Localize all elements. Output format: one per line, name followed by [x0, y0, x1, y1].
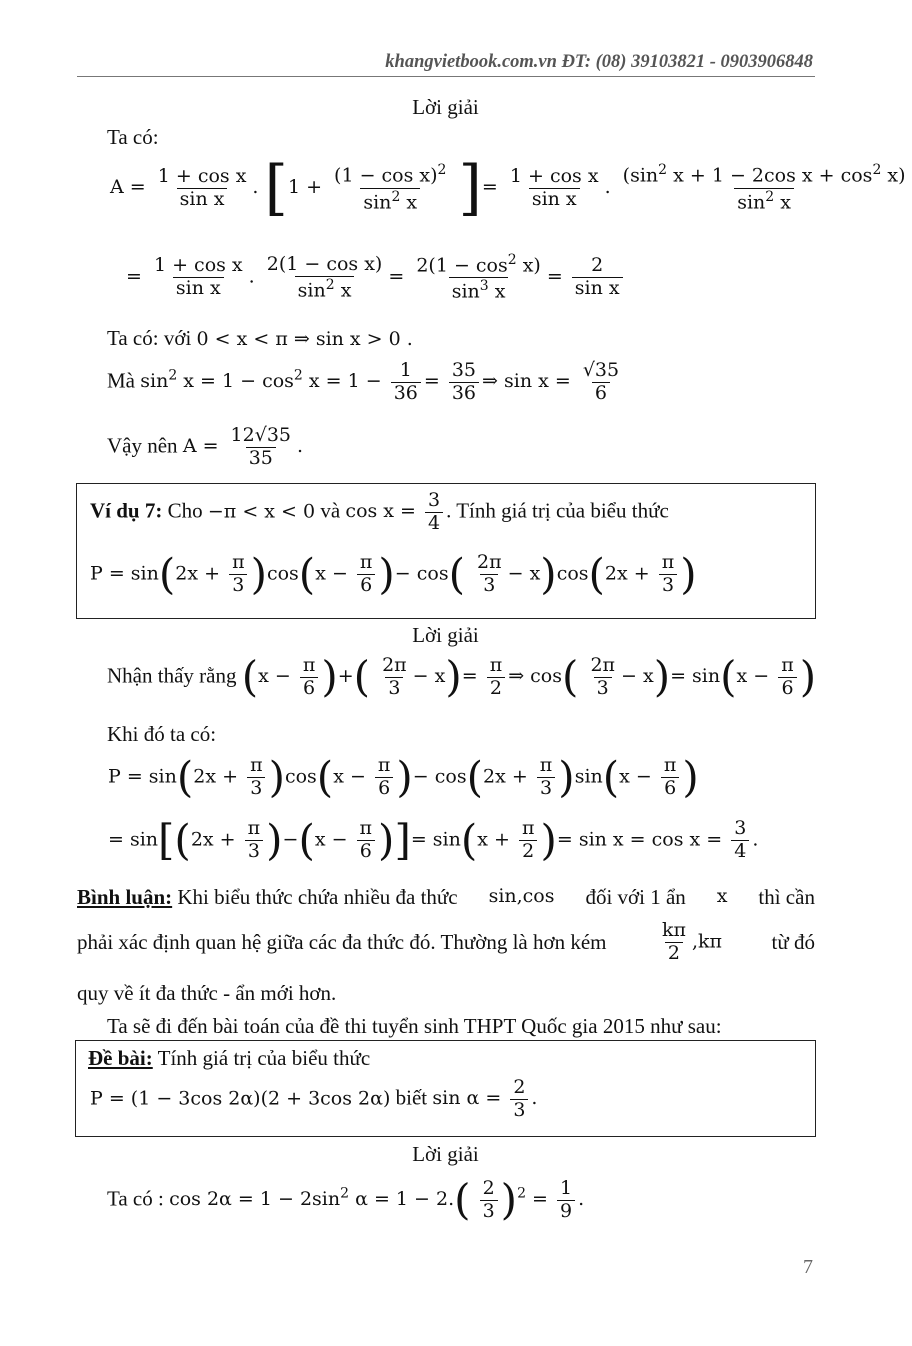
then-text: Khi đó ta có: — [107, 722, 217, 746]
result-A-line: Vậy nên A = $\frac{12√35}{35}$ . — [107, 424, 304, 469]
intro-text-1: Ta có: — [107, 125, 159, 149]
comment-line2: phải xác định quan hệ giữa các đa thức đó. Thường là hơn kém $\frac{k\pi}{2}$ ,kπ từ đó — [77, 919, 815, 964]
P-expression-line2: = sin[(2x + $\frac{\pi}{3}$ )−(x − $\frac{\pi}{6}$ )]= sin(x + $\frac{\pi}{2}$ )= sin x = cos x = $\frac{3}{4}$ . — [108, 815, 759, 865]
comment-kpi: ,kπ — [691, 930, 723, 953]
part3-intro: Ta có : — [107, 1186, 164, 1211]
example-7-title: Ví dụ 7: — [90, 498, 163, 523]
header-rule — [77, 76, 815, 77]
example-7-text1: Cho — [167, 498, 203, 523]
solution-heading-1: Lời giải — [412, 95, 479, 119]
observe-text: Nhận thấy rằng — [107, 663, 237, 688]
problem-text: Tính giá trị của biểu thức — [157, 1046, 371, 1070]
ma-text: Mà — [107, 368, 135, 393]
page-number: 7 — [803, 1256, 813, 1278]
example-7-expression: P = sin(2x + $\frac{\pi}{3}$ )cos(x − $\frac{\pi}{6}$ )− cos( $\frac{2\pi}{3}$ − x)cos(2x + $\frac{\pi}{3}$ ) — [90, 549, 697, 599]
header-site: khangvietbook.com.vn — [385, 52, 557, 72]
equation-A-line2: = $\frac{\text{1 + cos x}}{\text{sin x}}$ . $\frac{\text{2(1 − cos x)}}{\sin^2 x}$ = $\frac{2(1 - \cos^2 x)}{\sin^3 x}$ = $\frac{2}{\text{sin x}}$ — [126, 252, 626, 303]
condition-line: Ta có: với 0 < x < π ⇒ sin x > 0 . — [107, 326, 413, 350]
comment-line3: quy về ít đa thức - ẩn mới hơn. — [77, 981, 337, 1005]
example-7-text3: . Tính giá trị của biểu thức — [446, 498, 669, 523]
P-expression-line1: P = sin(2x + $\frac{\pi}{3}$ )cos(x − $\frac{\pi}{6}$ )− cos(2x + $\frac{\pi}{3}$ )sin(x − $\frac{\pi}{6}$ ) — [108, 752, 699, 802]
comment-label: Bình luận: — [77, 885, 173, 909]
comment-x: x — [716, 885, 728, 907]
problem-line1 — [88, 1046, 370, 1071]
comment-text-1c: đối với 1 ẩn — [585, 885, 686, 909]
problem-biet: biết — [395, 1085, 428, 1110]
cos2a-line: Ta có : $\cos 2\alpha = 1 - 2\sin^2$ α = 1 − 2.( $\frac{2}{3}$ )$^2$ = $\frac{1}{9}$ . — [107, 1175, 585, 1225]
solution-heading-2: Lời giải — [412, 623, 479, 647]
comment-text-2c: từ đó — [771, 929, 815, 954]
comment-text-1a: Khi biểu thức chứa nhiều đa thức — [177, 885, 458, 909]
sin-squared-line: Mà $\sin^2 x = 1 - \cos^2 x = 1$ − $\frac{1}{36}$ = $\frac{35}{36}$ ⇒ sin x = $\frac{√35}{6}$ — [107, 359, 620, 404]
example-7-text2: và — [320, 498, 341, 523]
solution-heading-3: Lời giải — [412, 1142, 479, 1166]
page-header — [385, 52, 813, 73]
transition-text: Ta sẽ đi đến bài toán của đề thi tuyển sinh THPT Quốc gia 2015 như sau: — [107, 1014, 722, 1038]
observe-line: Nhận thấy rằng (x − $\frac{\pi}{6}$ )+( $\frac{2\pi}{3}$ − x)= $\frac{\pi}{2}$ ⇒ cos( $\frac{2\pi}{3}$ − x)= sin(x − $\frac{\pi}{6}$ ) — [107, 652, 817, 702]
example-7-line1: Ví dụ 7: Cho −π < x < 0 và cos x = $\frac{3}{4}$ . Tính giá trị của biểu thức — [90, 489, 669, 534]
equation-A-line1: A = $\frac{\text{1 + cos x}}{\text{sin x}}$ . [1 + $\frac{(1 - \cos x)^2}{\sin^2 x}$ ]= $\frac{\text{1 + cos x}}{\text{sin x}}$ . $\frac{(\sin^2 x + 1 - 2\cos x + \cos^2 x)}{\sin^2 x}$ — [110, 153, 906, 223]
comment-sincos: sin,cos — [488, 885, 555, 907]
comment-text-1e: thì cần — [758, 885, 815, 909]
problem-line2: P = (1 − 3cos 2α)(2 + 3cos 2α) biết sin α = $\frac{2}{3}$ . — [90, 1076, 538, 1121]
comment-text-2a: phải xác định quan hệ giữa các đa thức đó. Thường là hơn kém — [77, 929, 607, 954]
header-phone: ĐT: (08) 39103821 - 0903906848 — [561, 52, 813, 72]
comment-line1 — [77, 885, 815, 910]
problem-label: Đề bài: — [88, 1046, 153, 1070]
vay-text: Vậy nên — [107, 433, 178, 458]
condition-text: Ta có: với — [107, 326, 192, 350]
